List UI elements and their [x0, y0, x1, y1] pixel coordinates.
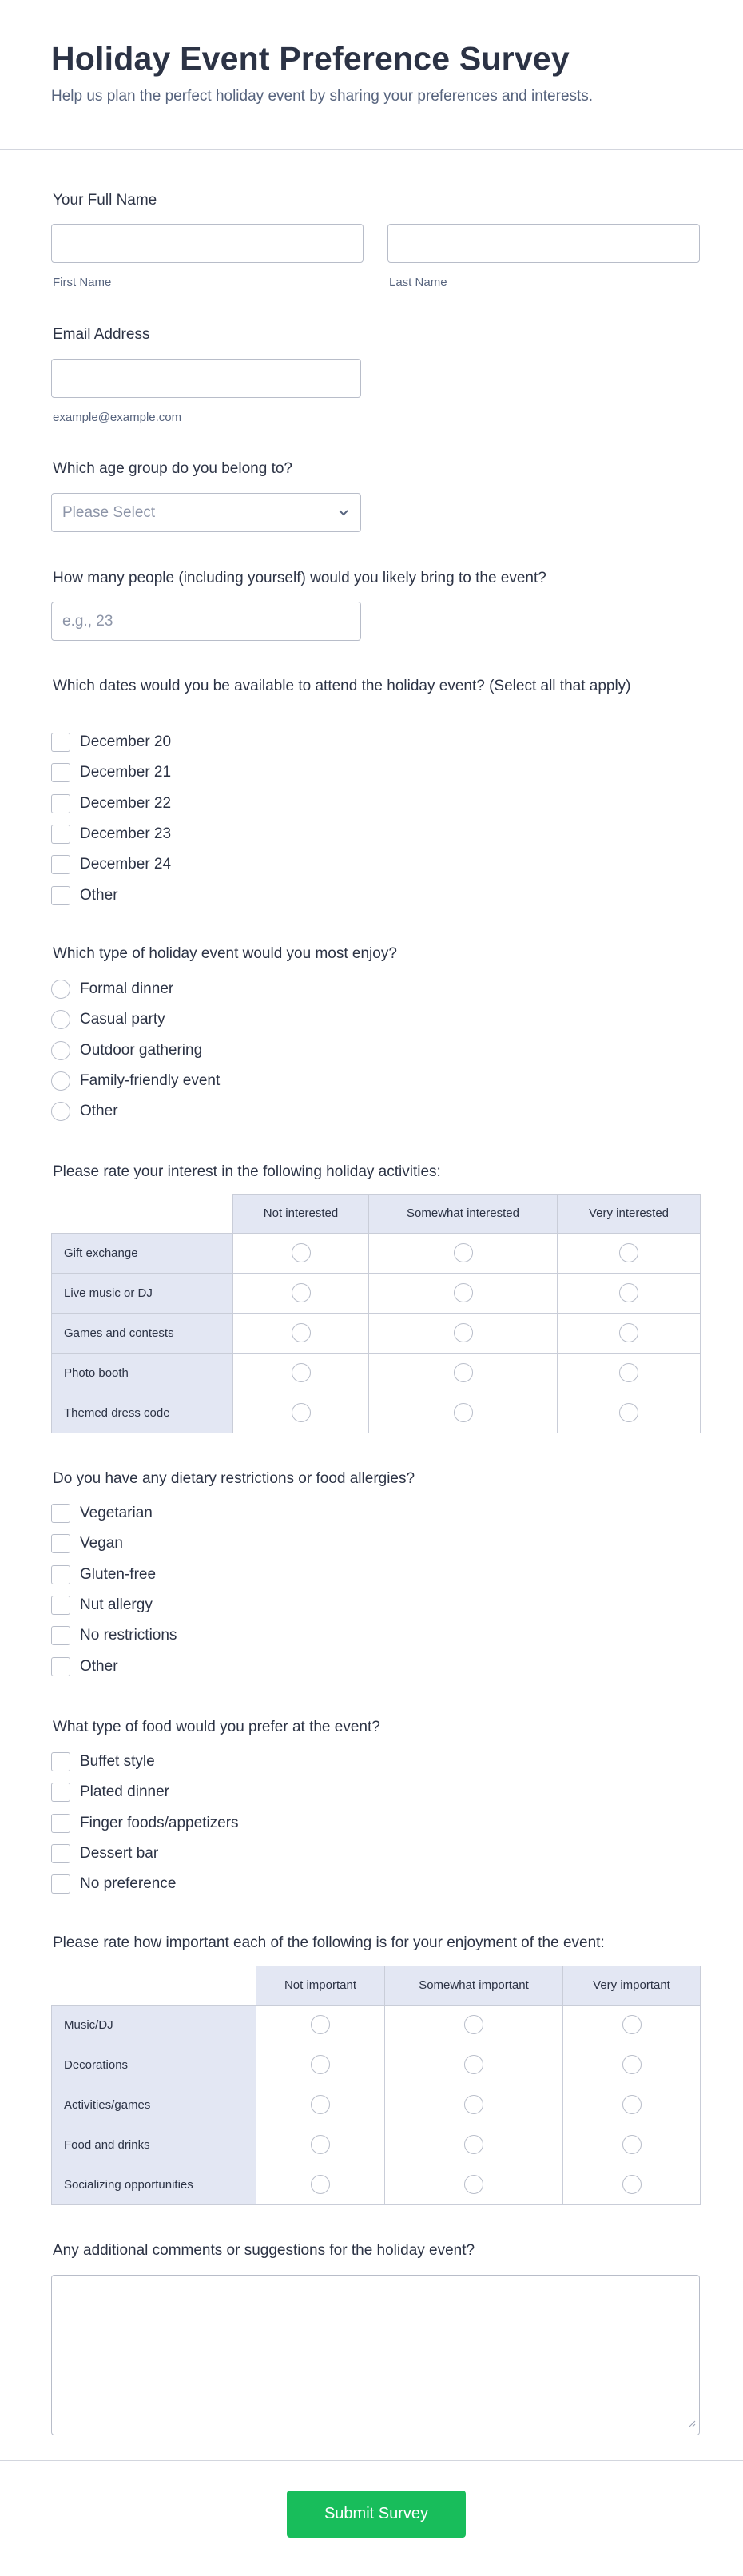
activities-radio-photo-booth-not-interested[interactable]	[292, 1363, 311, 1382]
activities-column-header: Somewhat interested	[369, 1195, 558, 1234]
food-option-label[interactable]: Buffet style	[80, 1753, 155, 1770]
people-count-input[interactable]	[51, 602, 361, 641]
event-type-option-label[interactable]: Casual party	[80, 1011, 165, 1028]
activities-cell	[369, 1393, 558, 1433]
date-option-label[interactable]: December 23	[80, 825, 172, 842]
importance-row-label: Decorations	[52, 2045, 256, 2085]
table-row	[52, 1313, 701, 1353]
activities-row-label: Photo booth	[52, 1353, 233, 1393]
email-sublabel: example@example.com	[53, 411, 182, 424]
event-type-radio-outdoor-gathering[interactable]	[51, 1041, 70, 1060]
importance-radio-food-and-drinks-very-important[interactable]	[622, 2135, 642, 2154]
activities-cell	[233, 1233, 369, 1273]
table-row	[52, 1233, 701, 1273]
activities-radio-themed-dress-code-very-interested[interactable]	[619, 1403, 638, 1422]
food-checkbox-finger-foods-appetizers[interactable]	[51, 1814, 70, 1833]
activities-radio-live-music-or-dj-very-interested[interactable]	[619, 1283, 638, 1302]
importance-row-label: Music/DJ	[52, 2005, 256, 2045]
importance-row-label: Activities/games	[52, 2085, 256, 2125]
activities-cell	[369, 1233, 558, 1273]
table-row	[52, 2085, 701, 2125]
food-checkbox-dessert-bar[interactable]	[51, 1844, 70, 1863]
activities-cell	[233, 1313, 369, 1353]
importance-row-label: Socializing opportunities	[52, 2165, 256, 2204]
table-row	[52, 2165, 701, 2204]
activities-label: Please rate your interest in the following holiday activities:	[53, 1163, 441, 1180]
food-label: What type of food would you prefer at the event?	[53, 1719, 380, 1735]
dietary-checkbox-vegetarian[interactable]	[51, 1504, 70, 1523]
importance-radio-food-and-drinks-not-important[interactable]	[311, 2135, 330, 2154]
activities-radio-games-and-contests-somewhat-interested[interactable]	[454, 1323, 473, 1342]
form-title: Holiday Event Preference Survey	[51, 40, 570, 77]
age-group-placeholder: Please Select	[62, 504, 156, 521]
food-option-label[interactable]: Dessert bar	[80, 1844, 159, 1862]
email-input[interactable]	[51, 359, 361, 398]
activities-radio-gift-exchange-not-interested[interactable]	[292, 1243, 311, 1262]
importance-radio-food-and-drinks-somewhat-important[interactable]	[464, 2135, 483, 2154]
comments-label: Any additional comments or suggestions for the holiday event?	[53, 2242, 475, 2259]
table-row	[52, 2045, 701, 2085]
event-type-radio-family-friendly-event[interactable]	[51, 1071, 70, 1091]
importance-column-header: Somewhat important	[385, 1966, 563, 2006]
activities-cell	[558, 1353, 701, 1393]
importance-cell	[563, 2085, 701, 2125]
activities-cell	[233, 1273, 369, 1313]
event-type-label: Which type of holiday event would you most enjoy?	[53, 945, 397, 962]
full-name-label: Your Full Name	[53, 192, 157, 209]
activities-radio-live-music-or-dj-somewhat-interested[interactable]	[454, 1283, 473, 1302]
date-checkbox-december-21[interactable]	[51, 763, 70, 782]
importance-radio-decorations-very-important[interactable]	[622, 2055, 642, 2074]
event-type-option-label[interactable]: Outdoor gathering	[80, 1041, 203, 1059]
table-row	[52, 2125, 701, 2165]
activities-cell	[558, 1273, 701, 1313]
submit-button[interactable]: Submit Survey	[287, 2491, 466, 2538]
last-name-sublabel: Last Name	[389, 276, 447, 289]
resize-handle-icon[interactable]	[688, 2417, 696, 2431]
date-option-label[interactable]: December 22	[80, 794, 172, 812]
importance-cell	[256, 2085, 385, 2125]
dietary-checkbox-gluten-free[interactable]	[51, 1565, 70, 1584]
activities-cell	[233, 1353, 369, 1393]
activities-row-label: Games and contests	[52, 1313, 233, 1353]
activities-radio-live-music-or-dj-not-interested[interactable]	[292, 1283, 311, 1302]
activities-radio-games-and-contests-very-interested[interactable]	[619, 1323, 638, 1342]
activities-radio-gift-exchange-somewhat-interested[interactable]	[454, 1243, 473, 1262]
importance-radio-music-dj-somewhat-important[interactable]	[464, 2015, 483, 2034]
date-checkbox-december-22[interactable]	[51, 794, 70, 813]
dietary-option-label[interactable]: Nut allergy	[80, 1596, 153, 1613]
importance-cell	[256, 2125, 385, 2165]
importance-radio-music-dj-very-important[interactable]	[622, 2015, 642, 2034]
date-option-label[interactable]: December 21	[80, 764, 172, 781]
importance-radio-activities-games-very-important[interactable]	[622, 2095, 642, 2114]
activities-radio-photo-booth-somewhat-interested[interactable]	[454, 1363, 473, 1382]
activities-row-label: Gift exchange	[52, 1233, 233, 1273]
people-count-label: How many people (including yourself) would you likely bring to the event?	[53, 570, 546, 586]
matrix-corner	[52, 1195, 233, 1234]
activities-cell	[558, 1393, 701, 1433]
activities-cell	[369, 1313, 558, 1353]
importance-column-header: Not important	[256, 1966, 385, 2006]
activities-column-header: Not interested	[233, 1195, 369, 1234]
first-name-input[interactable]	[51, 224, 364, 263]
form-subtitle: Help us plan the perfect holiday event by sharing your preferences and interests.	[51, 88, 594, 105]
importance-cell	[563, 2125, 701, 2165]
table-row	[52, 2005, 701, 2045]
activities-cell	[369, 1353, 558, 1393]
chevron-down-icon	[336, 505, 351, 523]
dietary-option-label[interactable]: Vegetarian	[80, 1505, 153, 1521]
table-row	[52, 1393, 701, 1433]
importance-cell	[256, 2045, 385, 2085]
date-checkbox-december-24[interactable]	[51, 855, 70, 874]
importance-cell	[563, 2005, 701, 2045]
dietary-checkbox-no-restrictions[interactable]	[51, 1626, 70, 1645]
first-name-sublabel: First Name	[53, 276, 112, 289]
dietary-option-label[interactable]: Other	[80, 1657, 118, 1675]
age-group-select[interactable]	[51, 493, 361, 532]
activities-radio-photo-booth-very-interested[interactable]	[619, 1363, 638, 1382]
importance-cell	[385, 2165, 563, 2204]
activities-column-header: Very interested	[558, 1195, 701, 1234]
importance-radio-decorations-somewhat-important[interactable]	[464, 2055, 483, 2074]
activities-radio-games-and-contests-not-interested[interactable]	[292, 1323, 311, 1342]
importance-radio-socializing-opportunities-not-important[interactable]	[311, 2175, 330, 2194]
importance-cell	[385, 2125, 563, 2165]
food-checkbox-plated-dinner[interactable]	[51, 1783, 70, 1802]
email-label: Email Address	[53, 326, 150, 343]
importance-cell	[563, 2045, 701, 2085]
dietary-checkbox-vegan[interactable]	[51, 1534, 70, 1553]
dietary-label: Do you have any dietary restrictions or food allergies?	[53, 1470, 415, 1487]
date-option-label[interactable]: December 20	[80, 733, 172, 750]
footer-divider	[0, 2460, 743, 2461]
importance-cell	[385, 2085, 563, 2125]
comments-textarea[interactable]	[51, 2275, 700, 2435]
food-option-label[interactable]: No preference	[80, 1875, 177, 1893]
importance-radio-socializing-opportunities-very-important[interactable]	[622, 2175, 642, 2194]
date-checkbox-december-20[interactable]	[51, 733, 70, 752]
dietary-option-label[interactable]: No restrictions	[80, 1627, 177, 1644]
last-name-input[interactable]	[387, 224, 700, 263]
importance-matrix	[51, 1966, 700, 2205]
event-type-option-label[interactable]: Other	[80, 1103, 118, 1120]
dietary-option-label[interactable]: Gluten-free	[80, 1565, 157, 1583]
importance-radio-activities-games-somewhat-important[interactable]	[464, 2095, 483, 2114]
dietary-option-label[interactable]: Vegan	[80, 1535, 123, 1552]
food-checkbox-no-preference[interactable]	[51, 1874, 70, 1894]
form-header	[0, 0, 743, 150]
importance-radio-music-dj-not-important[interactable]	[311, 2015, 330, 2034]
importance-cell	[385, 2005, 563, 2045]
event-type-radio-other[interactable]	[51, 1102, 70, 1121]
table-row	[52, 1273, 701, 1313]
event-type-radio-casual-party[interactable]	[51, 1010, 70, 1029]
dates-label: Which dates would you be available to attend the holiday event? (Select all that apply)	[53, 678, 631, 694]
food-option-label[interactable]: Finger foods/appetizers	[80, 1814, 239, 1831]
people-count-placeholder: e.g., 23	[62, 613, 113, 630]
activities-cell	[558, 1313, 701, 1353]
importance-cell	[256, 2005, 385, 2045]
activities-cell	[558, 1233, 701, 1273]
importance-cell	[563, 2165, 701, 2204]
activities-radio-themed-dress-code-somewhat-interested[interactable]	[454, 1403, 473, 1422]
food-option-label[interactable]: Plated dinner	[80, 1783, 169, 1801]
date-option-label[interactable]: December 24	[80, 856, 172, 873]
dietary-checkbox-other[interactable]	[51, 1657, 70, 1676]
date-checkbox-december-23[interactable]	[51, 825, 70, 844]
activities-cell	[233, 1393, 369, 1433]
importance-label: Please rate how important each of the following is for your enjoyment of the event:	[53, 1934, 605, 1951]
age-group-label: Which age group do you belong to?	[53, 460, 292, 477]
importance-cell	[385, 2045, 563, 2085]
importance-column-header: Very important	[563, 1966, 701, 2006]
activities-row-label: Themed dress code	[52, 1393, 233, 1433]
date-option-label[interactable]: Other	[80, 886, 118, 904]
importance-cell	[256, 2165, 385, 2204]
importance-radio-socializing-opportunities-somewhat-important[interactable]	[464, 2175, 483, 2194]
importance-row-label: Food and drinks	[52, 2125, 256, 2165]
activities-radio-themed-dress-code-not-interested[interactable]	[292, 1403, 311, 1422]
dietary-checkbox-nut-allergy[interactable]	[51, 1596, 70, 1615]
importance-radio-decorations-not-important[interactable]	[311, 2055, 330, 2074]
importance-radio-activities-games-not-important[interactable]	[311, 2095, 330, 2114]
food-checkbox-buffet-style[interactable]	[51, 1752, 70, 1771]
event-type-option-label[interactable]: Family-friendly event	[80, 1071, 221, 1089]
event-type-radio-formal-dinner[interactable]	[51, 980, 70, 999]
date-checkbox-other[interactable]	[51, 886, 70, 905]
activities-matrix	[51, 1194, 700, 1433]
matrix-corner	[52, 1966, 256, 2006]
activities-row-label: Live music or DJ	[52, 1273, 233, 1313]
activities-radio-gift-exchange-very-interested[interactable]	[619, 1243, 638, 1262]
table-row	[52, 1353, 701, 1393]
activities-cell	[369, 1273, 558, 1313]
event-type-option-label[interactable]: Formal dinner	[80, 980, 174, 997]
